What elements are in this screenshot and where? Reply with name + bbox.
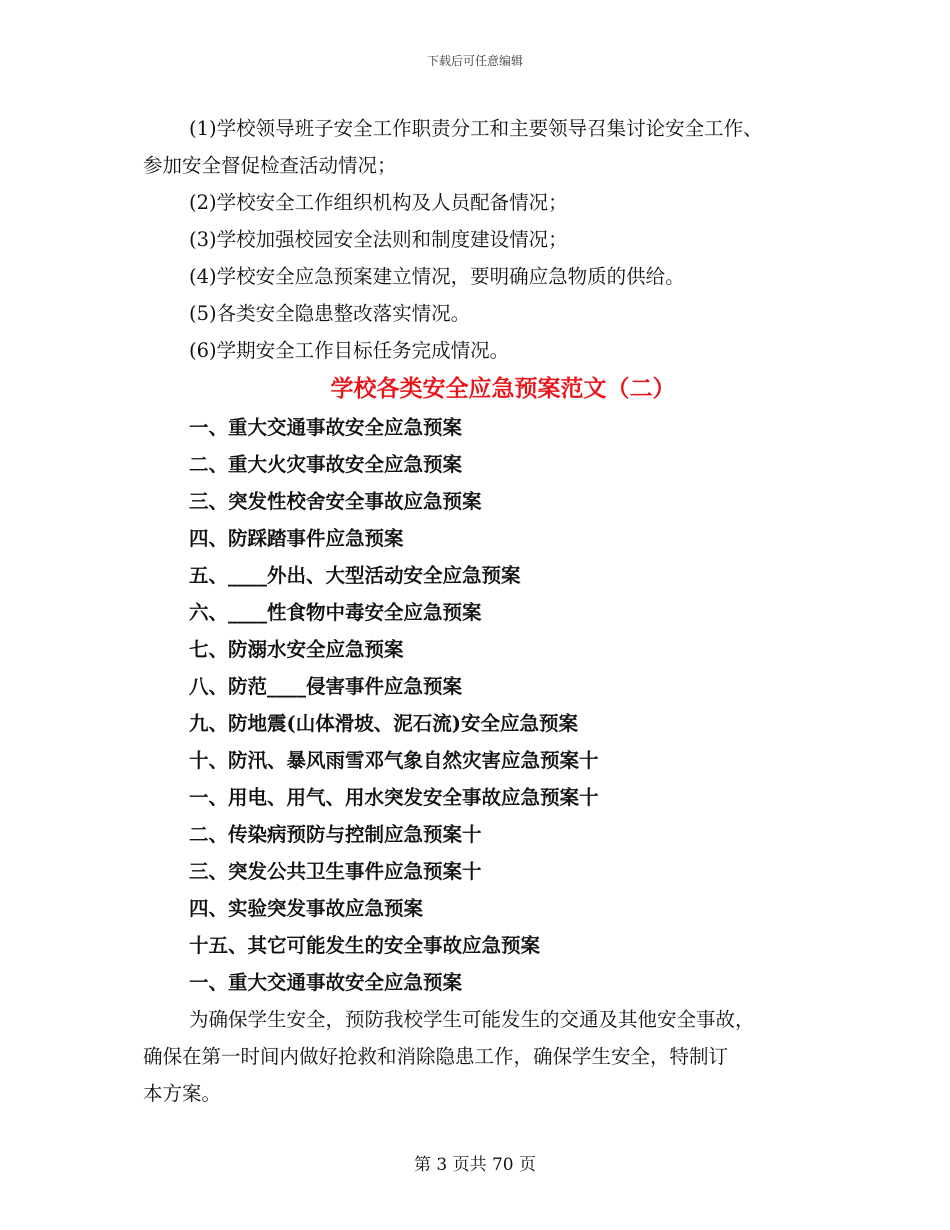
toc-item: 十、防汛、暴风雨雪邓气象自然灾害应急预案十 xyxy=(189,749,599,772)
section-heading: 一、重大交通事故安全应急预案 xyxy=(189,971,463,994)
intro-item-5: (5)各类安全隐患整改落实情况。 xyxy=(189,302,471,325)
intro-item-6: (6)学期安全工作目标任务完成情况。 xyxy=(189,339,510,362)
toc-item: 五、____外出、大型活动安全应急预案 xyxy=(189,564,521,587)
toc-item: 八、防范____侵害事件应急预案 xyxy=(189,675,463,698)
toc-item: 三、突发性校舍安全事故应急预案 xyxy=(189,490,482,513)
body-paragraph-line-2: 确保在第一时间内做好抢救和消除隐患工作，确保学生安全，特制订 xyxy=(143,1045,729,1068)
document-body xyxy=(143,110,833,1112)
body-paragraph-line-3: 本方案。 xyxy=(143,1082,222,1105)
toc-item: 二、重大火灾事故安全应急预案 xyxy=(189,453,463,476)
toc-item: 六、____性食物中毒安全应急预案 xyxy=(189,601,482,624)
toc-item: 二、传染病预防与控制应急预案十 xyxy=(189,823,482,846)
intro-item-4: (4)学校安全应急预案建立情况，要明确应急物质的供给。 xyxy=(189,265,685,288)
toc-item: 四、实验突发事故应急预案 xyxy=(189,897,424,920)
toc-item: 九、防地震(山体滑坡、泥石流)安全应急预案 xyxy=(189,712,578,735)
toc-item: 一、用电、用气、用水突发安全事故应急预案十 xyxy=(189,786,599,809)
header-note: 下载后可任意编辑 xyxy=(426,54,523,68)
toc-item: 三、突发公共卫生事件应急预案十 xyxy=(189,860,482,883)
body-paragraph-line-1: 为确保学生安全，预防我校学生可能发生的交通及其他安全事故， xyxy=(189,1008,755,1031)
toc-item: 十五、其它可能发生的安全事故应急预案 xyxy=(189,934,541,957)
intro-item-3: (3)学校加强校园安全法则和制度建设情况； xyxy=(189,228,568,251)
section-title: 学校各类安全应急预案范文（二） xyxy=(330,375,676,402)
intro-item-1: (1)学校领导班子安全工作职责分工和主要领导召集讨论安全工作、 xyxy=(189,117,763,140)
toc-item: 一、重大交通事故安全应急预案 xyxy=(189,416,463,439)
intro-item-2: (2)学校安全工作组织机构及人员配备情况； xyxy=(189,191,568,214)
intro-item-1-continued: 参加安全督促检查活动情况； xyxy=(143,154,397,177)
page-footer: 第 3 页共 70 页 xyxy=(413,1155,537,1175)
toc-item: 七、防溺水安全应急预案 xyxy=(189,638,404,661)
toc-item: 四、防踩踏事件应急预案 xyxy=(189,527,404,550)
